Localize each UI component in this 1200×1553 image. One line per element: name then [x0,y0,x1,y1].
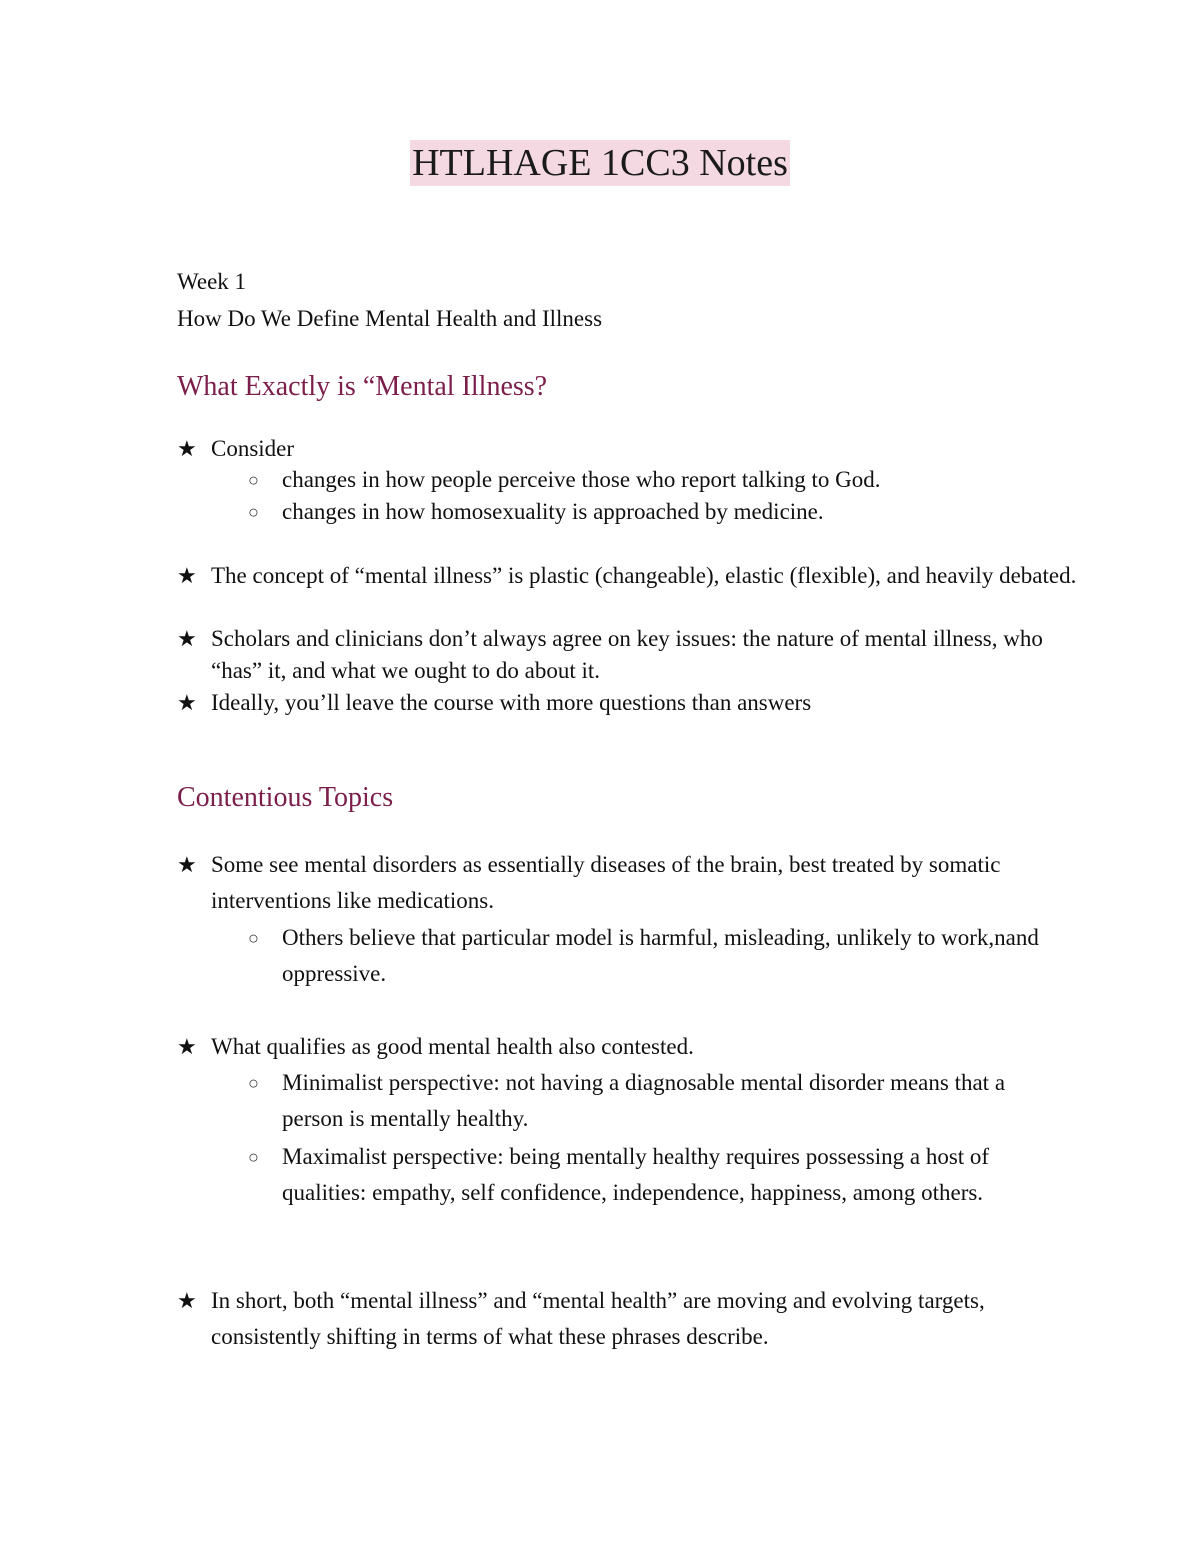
sub-list-item [248,1065,1028,1137]
sub-list-item [248,920,1048,992]
sub-list-item [248,464,1068,496]
list-item-text: The concept of “mental illness” is plastic (changeable), elastic (flexible), and heavily debated. [211,563,1077,588]
list-item-text: What qualifies as good mental health also contested. [211,1034,694,1059]
list-item [177,433,1077,465]
list-item-text: Ideally, you’ll leave the course with more questions than answers [211,690,812,715]
list-item [177,1029,1077,1065]
list-item-text: Consider [211,436,295,461]
sub-list-item [248,1139,1048,1211]
star-bullet-icon: ★ [177,1034,197,1059]
star-bullet-icon: ★ [177,563,197,588]
star-bullet-icon: ★ [177,852,197,877]
section-heading-contentious-topics: Contentious Topics [177,782,394,813]
circle-bullet-icon: ○ [248,1147,259,1167]
sub-list-item-text: Others believe that particular model is harmful, misleading, unlikely to work,nand oppressive. [282,925,1039,986]
title-container [0,140,1200,186]
sub-list-item-text: changes in how homosexuality is approached by medicine. [282,499,824,524]
sub-list-item [248,496,1068,528]
list-item [177,847,1057,919]
list-item [177,1283,1067,1355]
week-label: Week 1 [177,269,247,294]
page-title: HTLHAGE 1CC3 Notes [412,142,788,184]
star-bullet-icon: ★ [177,626,197,651]
circle-bullet-icon: ○ [248,928,259,948]
list-item [177,623,1077,686]
sub-list-item-text: changes in how people perceive those who report talking to God. [282,467,881,492]
star-bullet-icon: ★ [177,1288,197,1313]
star-bullet-icon: ★ [177,690,197,715]
sub-list-item-text: Minimalist perspective: not having a diagnosable mental disorder means that a person is mentally healthy. [282,1070,1006,1131]
list-item-text: Some see mental disorders as essentially diseases of the brain, best treated by somatic interventions like medications. [211,852,1001,913]
circle-bullet-icon: ○ [248,1073,259,1093]
star-bullet-icon: ★ [177,436,197,461]
list-item [177,560,1077,592]
section-heading-mental-illness: What Exactly is “Mental Illness? [177,371,548,402]
lecture-subtitle: How Do We Define Mental Health and Illness [177,306,603,331]
circle-bullet-icon: ○ [248,502,259,522]
circle-bullet-icon: ○ [248,470,259,490]
sub-list-item-text: Maximalist perspective: being mentally healthy requires possessing a host of qualities: empathy, self confidence, independence, happiness, among others. [282,1144,990,1205]
list-item [177,687,1077,719]
list-item-text: Scholars and clinicians don’t always agree on key issues: the nature of mental illness, who “has” it, and what we ought to do about it. [211,626,1043,683]
list-item-text: In short, both “mental illness” and “mental health” are moving and evolving targets, consistently shifting in terms of what these phrases describe. [211,1288,985,1349]
